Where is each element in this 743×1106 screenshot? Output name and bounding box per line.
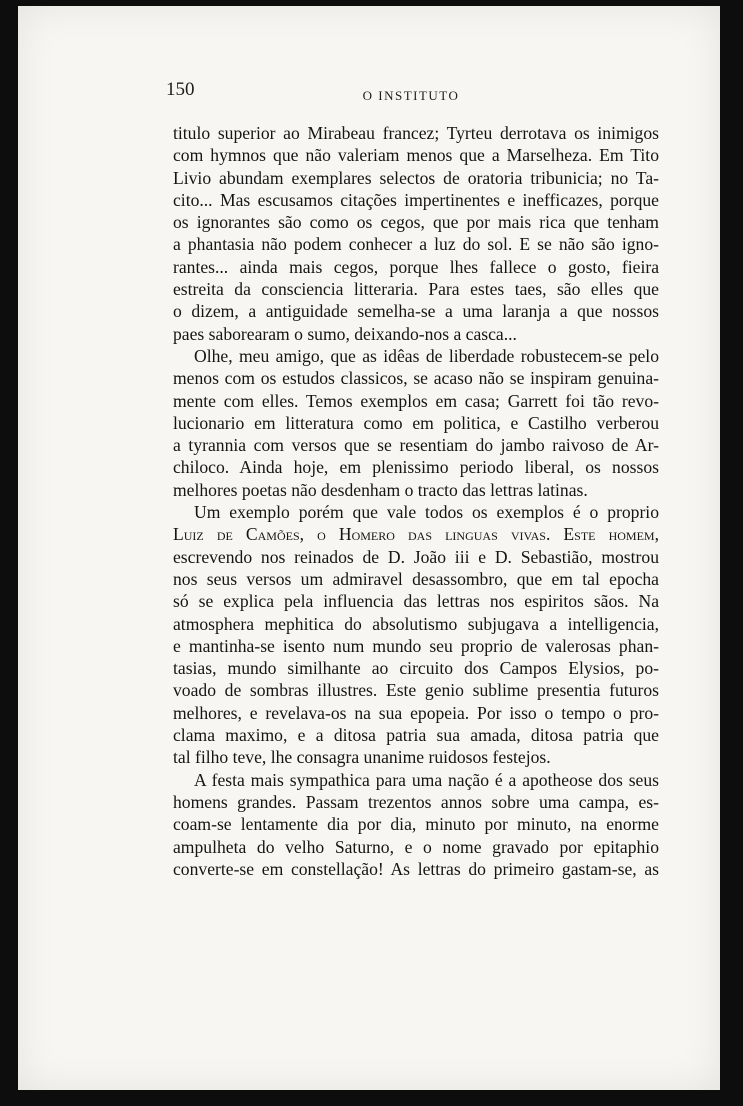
- book-page: [18, 6, 720, 1090]
- paragraph: [173, 345, 659, 501]
- text-line: estreita da consciencia litteraria. Para estes taes, são elles que: [173, 279, 659, 300]
- text-line: só se explica pela influencia das lettras nos espiritos sãos. Na: [173, 591, 659, 612]
- body-text: [173, 122, 659, 880]
- text-line: atmosphera mephitica do absolutismo subjugava a intelligencia,: [173, 613, 659, 634]
- text-line: tasias, mundo similhante ao circuito dos Campos Elysios, po-: [173, 658, 659, 679]
- text-line: paes saborearam o sumo, deixando-nos a casca...: [173, 323, 517, 344]
- text-line: lucionario em litteratura como em politica, e Castilho verberou: [173, 412, 659, 433]
- text-line: homens grandes. Passam trezentos annos sobre uma campa, es-: [173, 791, 659, 812]
- text-line: chiloco. Ainda hoje, em plenissimo periodo liberal, os nossos: [173, 457, 659, 478]
- text-line: voado de sombras illustres. Este genio sublime presentia futuros: [173, 680, 659, 701]
- page-number: 150: [166, 79, 195, 100]
- text-line: Luiz de Camões, o Homero das linguas vivas. Este homem,: [173, 524, 659, 545]
- text-line: converte-se em constellação! As lettras do primeiro gastam-se, as: [173, 858, 659, 879]
- paragraph: [173, 769, 659, 880]
- text-line: titulo superior ao Mirabeau francez; Tyrteu derrotava os inimigos: [173, 123, 659, 143]
- text-line: coam-se lentamente dia por dia, minuto por minuto, na enorme: [173, 814, 659, 835]
- text-line: melhores, e revelava-os na sua epopeia. Por isso o tempo o pro-: [173, 702, 659, 723]
- text-line: escrevendo nos reinados de D. João iii e D. Sebastião, mostrou: [173, 546, 659, 567]
- text-line: a phantasia não podem conhecer a luz do sol. E se não são igno-: [173, 234, 659, 255]
- text-line: clama maximo, e a ditosa patria sua amada, ditosa patria que: [173, 725, 659, 746]
- text-line: rantes... ainda mais cegos, porque lhes fallece o gosto, fieira: [173, 256, 659, 277]
- text-line: Livio abundam exemplares selectos de oratoria tribunicia; no Ta-: [173, 167, 659, 188]
- text-line: nos seus versos um admiravel desassombro, que em tal epocha: [173, 568, 659, 589]
- text-line: menos com os estudos classicos, se acaso não se inspiram genuina-: [173, 368, 659, 389]
- paragraph: [173, 501, 659, 769]
- running-head: O INSTITUTO: [362, 88, 460, 103]
- paragraph: [173, 122, 659, 345]
- text-line: A festa mais sympathica para uma nação é a apotheose dos seus: [194, 769, 659, 790]
- text-line: melhores poetas não desdenham o tracto das lettras latinas.: [173, 479, 588, 500]
- page-header: [166, 79, 656, 105]
- text-line: mente com elles. Temos exemplos em casa; Garrett foi tão revo-: [173, 390, 659, 411]
- text-line: Olhe, meu amigo, que as idêas de liberdade robustecem-se pelo: [194, 345, 659, 366]
- text-line: cito... Mas escusamos citações impertinentes e inefficazes, porque: [173, 189, 659, 210]
- text-line: os ignorantes são como os cegos, que por mais rica que tenham: [173, 212, 659, 233]
- text-line: e mantinha-se isento num mundo seu proprio de valerosas phan-: [173, 635, 659, 656]
- text-line: Um exemplo porém que vale todos os exemplos é o proprio: [194, 502, 659, 523]
- text-line: a tyrannia com versos que se resentiam do jambo raivoso de Ar-: [173, 435, 659, 456]
- text-line: com hymnos que não valeriam menos que a Marselheza. Em Tito: [173, 145, 659, 166]
- text-line: o dizem, a antiguidade semelha-se a uma laranja a que nossos: [173, 301, 659, 322]
- text-line: ampulheta do velho Saturno, e o nome gravado por epitaphio: [173, 836, 659, 857]
- text-line: tal filho teve, lhe consagra unanime ruidosos festejos.: [173, 747, 551, 768]
